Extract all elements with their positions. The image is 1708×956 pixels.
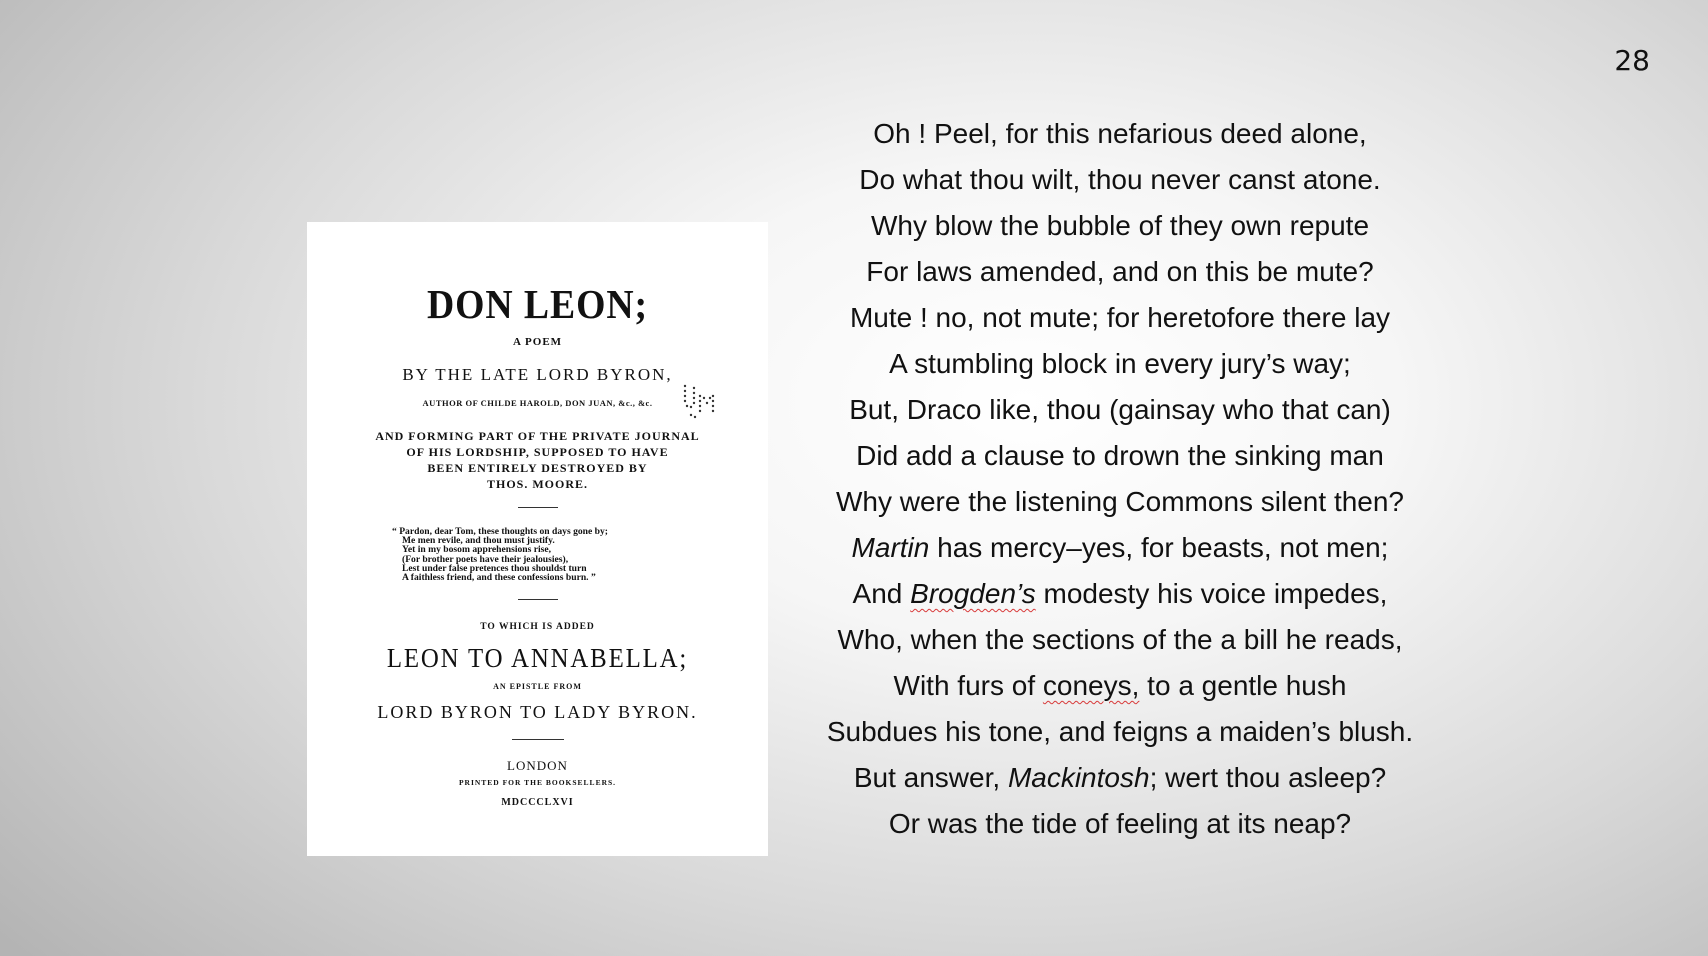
- poem-line: Martin has mercy–yes, for beasts, not men;: [851, 532, 1389, 563]
- poem-line: But, Draco like, thou (gainsay who that can): [849, 394, 1391, 425]
- title-page-to-which-added: TO WHICH IS ADDED: [480, 622, 595, 632]
- divider-rule: [512, 739, 564, 740]
- poem-line: With furs of coneys, to a gentle hush: [893, 670, 1347, 701]
- poem-line: For laws amended, and on this be mute?: [866, 256, 1374, 287]
- spellcheck-flagged-word: coneys,: [1042, 670, 1140, 701]
- poem-line: A stumbling block in every jury’s way;: [889, 348, 1351, 379]
- title-page-title: DON LEON;: [426, 281, 649, 327]
- poem-line: And Brogden’s modesty his voice impedes,: [852, 578, 1388, 609]
- poem-line: Who, when the sections of the a bill he reads,: [837, 624, 1403, 655]
- poem-line: Mute ! no, not mute; for heretofore there lay: [849, 302, 1391, 333]
- title-page-author-of: AUTHOR OF CHILDE HAROLD, DON JUAN, &c., &c.: [422, 398, 653, 408]
- title-page-city: LONDON: [507, 758, 568, 773]
- title-page-forming-part: AND FORMING PART OF THE PRIVATE JOURNAL OF HIS LORDSHIP, SUPPOSED TO HAVE BEEN ENTIRELY DESTROYED BY THOS. MOORE.: [375, 429, 700, 491]
- title-page-epistle-from: AN EPISTLE FROM: [493, 682, 582, 691]
- title-page-printed-for: PRINTED FOR THE BOOKSELLERS.: [458, 778, 617, 787]
- poem-line: Why blow the bubble of they own repute: [870, 210, 1370, 241]
- poem-line: Oh ! Peel, for this nefarious deed alone,: [873, 118, 1367, 149]
- poem-text: [800, 111, 1440, 847]
- divider-rule: [518, 507, 558, 508]
- page-number: 28: [1614, 44, 1650, 77]
- poem-line: Do what thou wilt, thou never canst atone.: [859, 164, 1381, 195]
- poem-line: Did add a clause to drown the sinking man: [856, 440, 1384, 471]
- poem-name-italic: Mackintosh: [1007, 762, 1150, 793]
- title-page-second-title: LEON TO ANNABELLA;: [386, 643, 689, 673]
- poem-line: Or was the tide of feeling at its neap?: [888, 808, 1352, 839]
- title-page-epigraph: “ Pardon, dear Tom, these thoughts on days gone by; Me men revile, and thou must justify. Yet in my bosom apprehensions rise, (For brother poets have their jealousies), Lest under false pretences thou shouldst turn A faithless friend, and these confessions burn. ”: [392, 526, 608, 584]
- title-page-year: MDCCCLXVI: [501, 797, 574, 808]
- poem-line: Why were the listening Commons silent then?: [835, 486, 1405, 517]
- poem-line: But answer, Mackintosh; wert thou asleep?: [853, 762, 1387, 793]
- poem-line: Subdues his tone, and feigns a maiden’s blush.: [826, 716, 1414, 747]
- poem-name-italic: Brogden’s: [910, 578, 1036, 609]
- poem-name-italic: Martin: [851, 532, 930, 563]
- title-page-image: [307, 222, 768, 856]
- title-page-from-to: LORD BYRON TO LADY BYRON.: [377, 702, 698, 722]
- divider-rule: [518, 599, 558, 600]
- library-stamp-icon: [679, 382, 721, 424]
- title-page-subtitle: A POEM: [512, 336, 563, 348]
- title-page-byline: BY THE LATE LORD BYRON,: [402, 365, 673, 384]
